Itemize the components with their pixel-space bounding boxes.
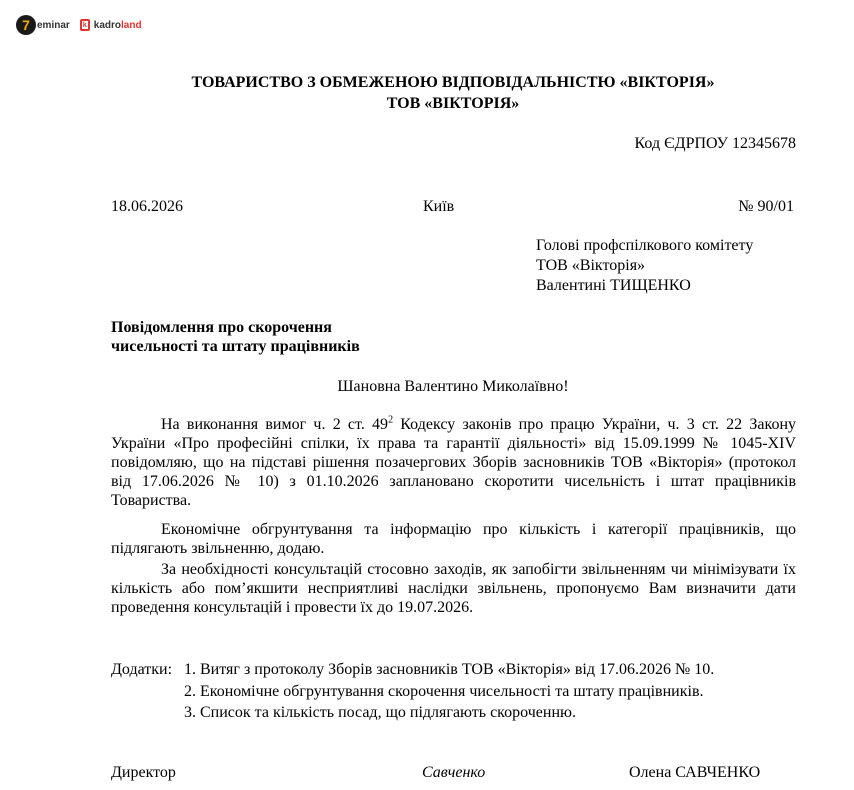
signature-name: Олена САВЧЕНКО <box>629 764 761 781</box>
document-date: 18.06.2026 <box>111 198 183 215</box>
greeting: Шановна Валентино Миколаївно! <box>337 378 569 395</box>
attachment-item-2: 2. Економічне обгрунтування скорочення чисельності та штату працівників. <box>184 683 704 700</box>
signature-position: Директор <box>111 764 176 781</box>
body-paragraph-1: На виконання вимог ч. 2 ст. $49^2$ Кодексу законів про працю України, ч. 3 ст. 22 Закону України «Про професійні спілки, їх права та гарантії діяльності» від 15.09.1999 № 1045-XIV повідомляю, що на підставі рішення позачергових Зборів засновників ТОВ «Вікторія» (протокол від 17.06.2026 № 10) з 01.10.2026 заплановано скоротити чисельність і штат працівників Товариства. <box>111 414 796 509</box>
addressee-line1: Голові профспілкового комітету <box>536 237 754 254</box>
subject-line2: чисельності та штату працівників <box>111 338 360 355</box>
edrpou-code: Код ЄДРПОУ 12345678 <box>634 135 796 152</box>
kadroland-logo-text: kadroland <box>93 19 142 31</box>
company-short-name: ТОВ «ВІКТОРІЯ» <box>386 95 520 112</box>
document-city: Київ <box>423 198 455 215</box>
attachment-item-3: 3. Список та кількість посад, що підлягають скороченню. <box>184 704 576 721</box>
addressee-line2: ТОВ «Вікторія» <box>536 257 646 274</box>
body-paragraph-3: За необхідності консультацій стосовно заходів, як запобігти звільненням чи мінімізувати їх кількість або пом’якшити несприятливі наслідки звільнень, пропонуємо Вам визначити дати проведення консультацій і провести їх до 19.07.2026. <box>111 561 796 616</box>
addressee-line3: Валентині ТИЩЕНКО <box>536 277 691 294</box>
document-number: № 90/01 <box>738 198 794 215</box>
logos <box>16 15 142 35</box>
seminar-logo-text: eminar <box>37 19 70 31</box>
signature-sign: Савченко <box>422 764 486 781</box>
company-full-name: ТОВАРИСТВО З ОБМЕЖЕНОЮ ВІДПОВІДАЛЬНІСТЮ «ВІКТОРІЯ» <box>191 74 715 91</box>
attachments-label: Додатки: <box>111 661 173 678</box>
attachment-item-1: 1. Витяг з протоколу Зборів засновників ТОВ «Вікторія» від 17.06.2026 № 10. <box>184 661 715 678</box>
kadroland-logo-icon: k <box>80 19 90 31</box>
seminar-logo-mark: 7 <box>16 15 36 35</box>
subject-line1: Повідомлення про скорочення <box>111 319 332 336</box>
seminar-logo <box>16 15 70 35</box>
kadroland-logo <box>80 19 142 31</box>
body-paragraph-2: Економічне обгрунтування та інформацію про кількість і категорії працівників, що підлягають звільненню, додаю. <box>111 521 796 557</box>
